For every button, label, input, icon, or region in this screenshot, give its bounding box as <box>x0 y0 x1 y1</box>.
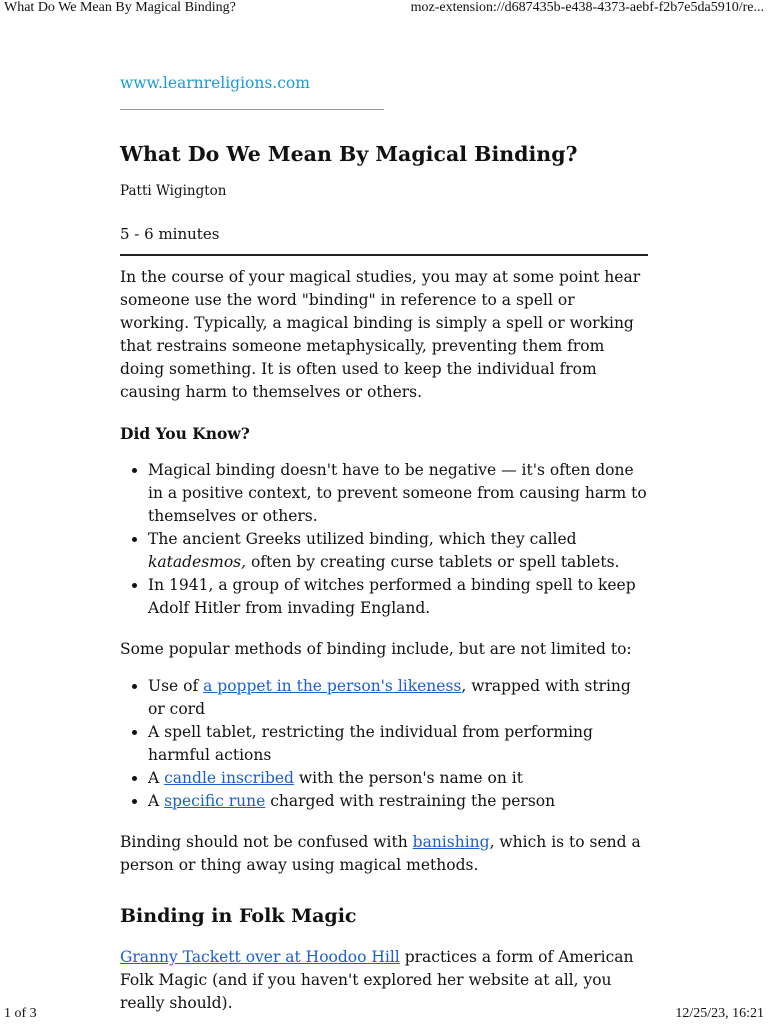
list-item: • In 1941, a group of witches performed a binding spell to keep Adolf Hitler from invading England. <box>148 574 648 620</box>
methods-list <box>120 675 648 813</box>
list-item-text: often by creating curse tablets or spell tablets. <box>246 553 620 571</box>
source-domain-link[interactable]: www.learnreligions.com <box>120 74 310 92</box>
page-number: 1 of 3 <box>4 1006 37 1021</box>
list-item <box>148 675 648 721</box>
intro-paragraph: In the course of your magical studies, you may at some point hear someone use the word "binding" in reference to a spell or working. Typically, a magical binding is simply a spell or working that restrains someone metaphysically, preventing them from doing something. It is often used to keep the individual from causing harm to themselves or others. <box>120 268 641 401</box>
paragraph-text: Binding should not be confused with <box>120 833 413 851</box>
print-header-url: moz-extension://d687435b-e438-4373-aebf-f2b7e5da5910/re... <box>410 0 764 15</box>
hoodoo-hill-link[interactable]: Granny Tackett over at Hoodoo Hill <box>120 947 400 966</box>
list-item-text: A <box>148 769 165 787</box>
domain-divider <box>120 109 384 110</box>
specific-rune-link[interactable]: specific rune <box>164 792 266 810</box>
list-item <box>148 790 648 813</box>
did-you-know-list <box>120 459 648 620</box>
list-item: • Magical binding doesn't have to be negative — it's often done in a positive context, to prevent someone from causing harm to themselves or others. <box>148 459 648 528</box>
list-item-text: charged with restraining the person <box>265 792 556 810</box>
poppet-link[interactable]: a poppet in the person's likeness <box>203 677 462 695</box>
list-item-text: A <box>148 792 165 810</box>
candle-inscribed-link[interactable]: candle inscribed <box>164 769 294 787</box>
methods-intro: Some popular methods of binding include, but are not limited to: <box>120 640 632 658</box>
list-item-text: The ancient Greeks utilized binding, which they called <box>148 530 577 548</box>
list-item-text: with the person's name on it <box>293 769 523 787</box>
list-item: • A spell tablet, restricting the individual from performing harmful actions <box>148 721 648 767</box>
list-item-text: Use of <box>148 677 204 695</box>
list-item <box>148 767 648 790</box>
italic-term: katadesmos, <box>148 553 247 571</box>
folk-magic-heading: Binding in Folk Magic <box>120 905 357 927</box>
list-item <box>148 528 648 574</box>
header-divider <box>120 254 648 256</box>
paragraph-text: practices a form of American Folk Magic (and if you haven't explored her website at all, you really should). <box>120 947 634 1012</box>
banishing-link[interactable]: banishing <box>412 833 490 851</box>
article <box>120 72 648 1015</box>
print-header-title: What Do We Mean By Magical Binding? <box>4 0 236 15</box>
did-you-know-heading: Did You Know? <box>120 424 250 443</box>
paragraph-text: , which is to send a person or thing away using magical methods. <box>120 833 641 874</box>
banishing-paragraph <box>120 831 648 877</box>
article-author: Patti Wigington <box>120 183 227 199</box>
read-time: 5 - 6 minutes <box>120 225 220 243</box>
folk-magic-paragraph <box>120 946 648 1015</box>
article-title: What Do We Mean By Magical Binding? <box>120 142 578 166</box>
print-datetime: 12/25/23, 16:21 <box>675 1006 764 1021</box>
list-item-text: , wrapped with string or cord <box>148 677 631 718</box>
